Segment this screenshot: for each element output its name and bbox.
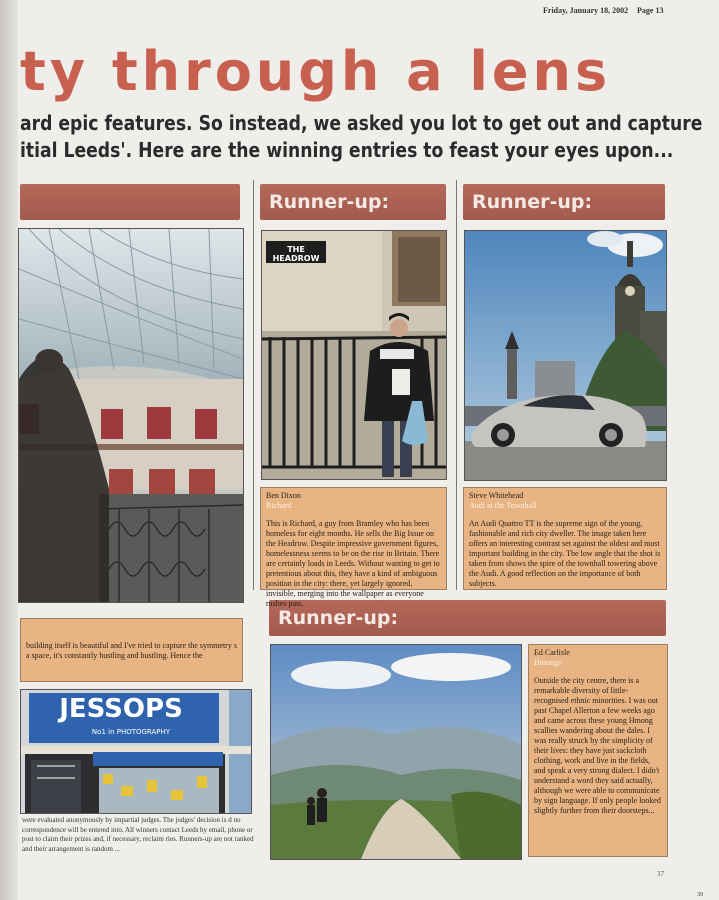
header-date: Friday, January 18, 2002 — [543, 6, 629, 15]
caption-title: Audi at the Townhall — [469, 501, 537, 510]
header-page-number: Page 13 — [637, 6, 664, 15]
caption-title: Richard — [266, 501, 292, 510]
photo-corn-exchange — [18, 228, 244, 603]
photo-hmong-children — [270, 644, 522, 860]
column-rule — [253, 180, 254, 590]
caption-text: An Audi Quattro TT is the supreme sign of the young, fashionable and rich city dweller. The image taken here offers an interesting contrast set against the oldest and most important building in the city. The low angle that the shot is taken from shows the spire of the townhall towering above the Audi. A good reflection on the importance of both subjects. — [469, 519, 661, 588]
page-gutter — [0, 0, 18, 900]
jessops-sign: JESSOPS — [59, 694, 183, 724]
standfirst-line-2: itial Leeds'. Here are the winning entries to feast your eyes upon... — [20, 138, 674, 162]
section-bar-runner-up-3: Runner-up: — [269, 600, 666, 636]
folio-number: 37 — [657, 870, 664, 878]
jessops-subtitle: No1 in PHOTOGRAPHY — [91, 728, 171, 736]
column-rule — [456, 180, 457, 590]
caption-ed-carlisle — [528, 644, 668, 857]
caption-text: Outside the city centre, there is a remarkable diversity of little-recognised ethnic minorities. I was out past Chapel Allerton a few weeks ago and came across these young Hmong scallies wandering about the dales. I was really struck by the simplicity of their lives: they have just sackcloth clothing, work and live in the fields, and speak a very strong dialect. I didn't understand a word they said actually, although we were able to communicate by sign language. If only people looked slightly further from their doorsteps... — [534, 676, 661, 815]
caption-text: This is Richard, a guy from Bramley who has been homeless for eight months. He sells the Big Issue on the Headrow. Despite impressive government figures, homelessness seems to be on the rise in Britain. There are certainly loads in Leeds. Without wanting to get to pretentious about this, they have a kind of ambiguous position in the city: there, yet largely ignored, invisible, merging into the wallpaper as everyone rushes past. — [266, 519, 440, 608]
standfirst-line-1: ard epic features. So instead, we asked you lot to get out and capture — [20, 111, 703, 135]
folio-number-next: 39 — [697, 892, 703, 898]
section-bar-runner-up-2: Runner-up: — [463, 184, 665, 220]
caption-author: Steve Whitehead — [469, 491, 524, 500]
headline: ty through a lens — [20, 40, 612, 103]
caption-author: Ben Dixon — [266, 491, 301, 500]
photo-jessops — [20, 689, 252, 814]
section-bar-left — [20, 184, 240, 220]
section-bar-runner-up-1: Runner-up: — [260, 184, 446, 220]
standfirst — [20, 110, 702, 164]
photo-richard — [261, 230, 447, 480]
photo-audi-townhall — [464, 230, 667, 481]
caption-ben-dixon — [260, 487, 447, 608]
caption-author: Ed Carlisle — [534, 648, 570, 657]
caption-steve-whitehead — [463, 487, 667, 590]
caption-text: building itself is beautiful and I've tried to capture the symmetry s a space, it's constantly hustling and bustling. Hence the — [26, 641, 237, 660]
competition-footnote: were evaluated anonymously by impartial judges. The judges' decision is d no correspondence will be entered into. All winners contact Leeds by email, phone or post to claim their prizes and, if necessary, reclaim ries. Runners-up are not ranked and their arrangement is random ... — [22, 816, 254, 853]
caption-title: Hmongs — [534, 658, 562, 667]
headrow-sign: THE HEADROW — [272, 245, 320, 263]
caption-left — [20, 618, 243, 682]
